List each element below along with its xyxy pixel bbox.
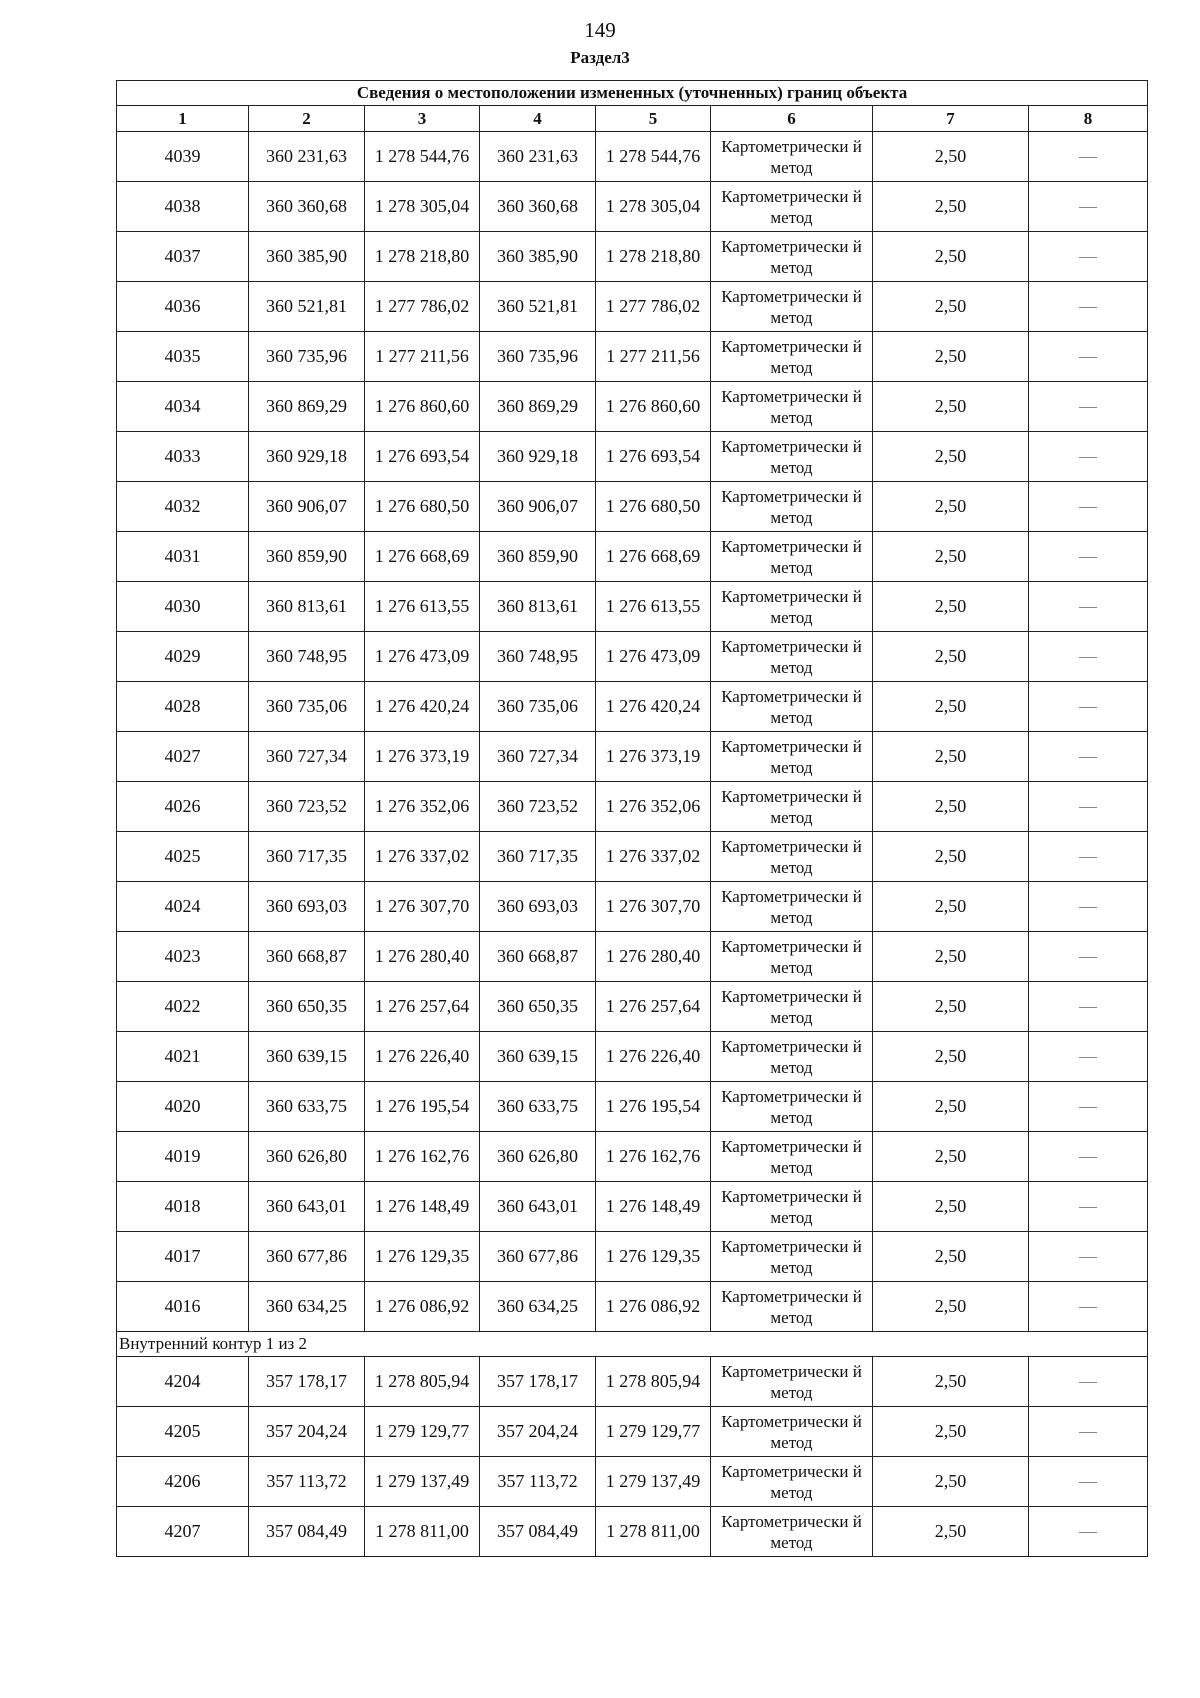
dash-value: —: [1079, 1196, 1098, 1216]
table-cell: 360 360,68: [249, 182, 365, 232]
table-cell: 1 276 860,60: [596, 382, 711, 432]
dash-value: —: [1079, 896, 1098, 916]
method-cell: Картометрически й метод: [711, 282, 873, 332]
dash-value: —: [1079, 1421, 1098, 1441]
dash-cell: [1029, 482, 1148, 532]
table-cell: 357 178,17: [249, 1357, 365, 1407]
column-header: 2: [249, 106, 365, 132]
table-row: [117, 982, 1148, 1032]
point-number-cell: 4206: [117, 1457, 249, 1507]
table-cell: 360 723,52: [249, 782, 365, 832]
point-number-cell: 4024: [117, 882, 249, 932]
point-number-cell: 4039: [117, 132, 249, 182]
table-row: [117, 1407, 1148, 1457]
table-cell: 357 113,72: [249, 1457, 365, 1507]
table-row: [117, 732, 1148, 782]
table-row: [117, 282, 1148, 332]
table-cell: 2,50: [873, 1407, 1029, 1457]
table-row: [117, 1232, 1148, 1282]
method-cell: Картометрически й метод: [711, 1507, 873, 1557]
table-cell: 360 735,06: [249, 682, 365, 732]
method-cell: Картометрически й метод: [711, 182, 873, 232]
table-cell: 1 277 211,56: [365, 332, 480, 382]
table-cell: 1 276 693,54: [365, 432, 480, 482]
table-cell: 1 276 195,54: [365, 1082, 480, 1132]
table-cell: 360 650,35: [480, 982, 596, 1032]
column-header: 3: [365, 106, 480, 132]
point-number-cell: 4033: [117, 432, 249, 482]
table-cell: 360 639,15: [249, 1032, 365, 1082]
table-cell: 2,50: [873, 582, 1029, 632]
dash-cell: [1029, 1407, 1148, 1457]
dash-cell: [1029, 782, 1148, 832]
table-cell: 2,50: [873, 432, 1029, 482]
table-row: [117, 932, 1148, 982]
method-cell: Картометрически й метод: [711, 482, 873, 532]
point-number-cell: 4205: [117, 1407, 249, 1457]
table-cell: 1 276 337,02: [365, 832, 480, 882]
dash-cell: [1029, 282, 1148, 332]
table-row: [117, 1357, 1148, 1407]
table-cell: 360 643,01: [480, 1182, 596, 1232]
point-number-cell: 4017: [117, 1232, 249, 1282]
table-cell: 1 276 257,64: [365, 982, 480, 1032]
table-cell: 360 626,80: [249, 1132, 365, 1182]
dash-value: —: [1079, 1471, 1098, 1491]
method-cell: Картометрически й метод: [711, 332, 873, 382]
table-cell: 360 735,96: [249, 332, 365, 382]
table-cell: 357 178,17: [480, 1357, 596, 1407]
dash-value: —: [1079, 1296, 1098, 1316]
table-row: [117, 1282, 1148, 1332]
table-cell: 360 929,18: [249, 432, 365, 482]
dash-value: —: [1079, 1371, 1098, 1391]
method-cell: Картометрически й метод: [711, 732, 873, 782]
table-cell: 360 650,35: [249, 982, 365, 1032]
table-cell: 2,50: [873, 282, 1029, 332]
table-cell: 1 278 218,80: [365, 232, 480, 282]
dash-cell: [1029, 182, 1148, 232]
table-cell: 360 859,90: [480, 532, 596, 582]
page-number: 149: [584, 18, 616, 42]
table-row: [117, 232, 1148, 282]
column-header: 8: [1029, 106, 1148, 132]
dash-value: —: [1079, 1521, 1098, 1541]
method-cell: Картометрически й метод: [711, 232, 873, 282]
table-cell: 360 813,61: [480, 582, 596, 632]
table-cell: 1 276 680,50: [365, 482, 480, 532]
table-row: [117, 1032, 1148, 1082]
table-cell: 360 385,90: [480, 232, 596, 282]
table-cell: 360 717,35: [249, 832, 365, 882]
table-cell: 360 748,95: [249, 632, 365, 682]
dash-value: —: [1079, 946, 1098, 966]
table-cell: 1 276 226,40: [596, 1032, 711, 1082]
point-number-cell: 4204: [117, 1357, 249, 1407]
table-cell: 1 278 811,00: [365, 1507, 480, 1557]
table-cell: 2,50: [873, 682, 1029, 732]
table-cell: 1 276 613,55: [365, 582, 480, 632]
table-cell: 1 276 860,60: [365, 382, 480, 432]
table-row: [117, 482, 1148, 532]
table-row: [117, 382, 1148, 432]
table-cell: 2,50: [873, 1032, 1029, 1082]
point-number-cell: 4035: [117, 332, 249, 382]
table-cell: 360 717,35: [480, 832, 596, 882]
dash-value: —: [1079, 846, 1098, 866]
table-cell: 360 906,07: [249, 482, 365, 532]
table-title: Сведения о местоположении измененных (уточненных) границ объекта: [117, 81, 1148, 106]
table-row: [117, 782, 1148, 832]
column-header: 1: [117, 106, 249, 132]
point-number-cell: 4034: [117, 382, 249, 432]
dash-value: —: [1079, 1246, 1098, 1266]
table-cell: 360 677,86: [249, 1232, 365, 1282]
method-cell: Картометрически й метод: [711, 1282, 873, 1332]
table-cell: 1 276 086,92: [365, 1282, 480, 1332]
table-cell: 2,50: [873, 1132, 1029, 1182]
dash-cell: [1029, 1182, 1148, 1232]
table-cell: 1 276 373,19: [596, 732, 711, 782]
table-cell: 1 278 544,76: [596, 132, 711, 182]
table-cell: 1 278 305,04: [365, 182, 480, 232]
table-row: [117, 632, 1148, 682]
table-cell: 360 521,81: [249, 282, 365, 332]
dash-cell: [1029, 1232, 1148, 1282]
table-cell: 360 869,29: [249, 382, 365, 432]
table-cell: 2,50: [873, 932, 1029, 982]
dash-value: —: [1079, 446, 1098, 466]
method-cell: Картометрически й метод: [711, 682, 873, 732]
point-number-cell: 4022: [117, 982, 249, 1032]
dash-value: —: [1079, 1096, 1098, 1116]
dash-cell: [1029, 632, 1148, 682]
table-cell: 357 204,24: [249, 1407, 365, 1457]
table-cell: 1 277 786,02: [596, 282, 711, 332]
dash-cell: [1029, 832, 1148, 882]
dash-cell: [1029, 532, 1148, 582]
table-cell: 360 643,01: [249, 1182, 365, 1232]
table-cell: 1 276 337,02: [596, 832, 711, 882]
table-cell: 2,50: [873, 1082, 1029, 1132]
point-number-cell: 4026: [117, 782, 249, 832]
table-row: [117, 832, 1148, 882]
table-cell: 2,50: [873, 232, 1029, 282]
table-cell: 360 723,52: [480, 782, 596, 832]
column-header: 7: [873, 106, 1029, 132]
method-cell: Картометрически й метод: [711, 532, 873, 582]
table-cell: 1 276 148,49: [365, 1182, 480, 1232]
column-header: 5: [596, 106, 711, 132]
table-cell: 360 385,90: [249, 232, 365, 282]
method-cell: Картометрически й метод: [711, 382, 873, 432]
dash-value: —: [1079, 996, 1098, 1016]
table-cell: 1 276 352,06: [596, 782, 711, 832]
table-cell: 2,50: [873, 1457, 1029, 1507]
table-cell: 2,50: [873, 182, 1029, 232]
table-row: [117, 1507, 1148, 1557]
table-row: [117, 532, 1148, 582]
table-cell: 1 279 129,77: [596, 1407, 711, 1457]
dash-value: —: [1079, 596, 1098, 616]
table-cell: 1 278 811,00: [596, 1507, 711, 1557]
table-cell: 360 735,06: [480, 682, 596, 732]
method-cell: Картометрически й метод: [711, 1182, 873, 1232]
dash-cell: [1029, 432, 1148, 482]
table-cell: 360 869,29: [480, 382, 596, 432]
table-cell: 1 278 805,94: [596, 1357, 711, 1407]
table-cell: 1 276 195,54: [596, 1082, 711, 1132]
table-cell: 357 084,49: [249, 1507, 365, 1557]
table-cell: 360 668,87: [249, 932, 365, 982]
dash-value: —: [1079, 646, 1098, 666]
point-number-cell: 4019: [117, 1132, 249, 1182]
table-cell: 1 278 305,04: [596, 182, 711, 232]
table-cell: 360 693,03: [249, 882, 365, 932]
table-cell: 1 279 129,77: [365, 1407, 480, 1457]
table-cell: 1 276 352,06: [365, 782, 480, 832]
table-cell: 2,50: [873, 1232, 1029, 1282]
table-cell: 2,50: [873, 1507, 1029, 1557]
table-cell: 1 277 786,02: [365, 282, 480, 332]
dash-value: —: [1079, 1046, 1098, 1066]
table-cell: 1 276 257,64: [596, 982, 711, 1032]
section-title: Раздел3: [570, 48, 630, 67]
point-number-cell: 4036: [117, 282, 249, 332]
table-cell: 1 276 307,70: [596, 882, 711, 932]
table-cell: 1 276 086,92: [596, 1282, 711, 1332]
table-cell: 360 634,25: [480, 1282, 596, 1332]
table-cell: 360 633,75: [249, 1082, 365, 1132]
point-number-cell: 4029: [117, 632, 249, 682]
dash-value: —: [1079, 246, 1098, 266]
dash-cell: [1029, 382, 1148, 432]
table-row: [117, 432, 1148, 482]
method-cell: Картометрически й метод: [711, 1232, 873, 1282]
dash-cell: [1029, 1082, 1148, 1132]
table-cell: 1 276 668,69: [365, 532, 480, 582]
table-cell: 2,50: [873, 532, 1029, 582]
method-cell: Картометрически й метод: [711, 882, 873, 932]
table-row: [117, 1457, 1148, 1507]
point-number-cell: 4025: [117, 832, 249, 882]
point-number-cell: 4037: [117, 232, 249, 282]
point-number-cell: 4020: [117, 1082, 249, 1132]
table-cell: 1 276 680,50: [596, 482, 711, 532]
table-cell: 360 360,68: [480, 182, 596, 232]
table-cell: 1 276 613,55: [596, 582, 711, 632]
table-cell: 360 727,34: [480, 732, 596, 782]
boundary-table: [116, 80, 1148, 1557]
table-cell: 1 277 211,56: [596, 332, 711, 382]
dash-cell: [1029, 332, 1148, 382]
table-cell: 360 668,87: [480, 932, 596, 982]
table-cell: 1 276 129,35: [596, 1232, 711, 1282]
method-cell: Картометрически й метод: [711, 1032, 873, 1082]
dash-value: —: [1079, 296, 1098, 316]
table-cell: 1 276 307,70: [365, 882, 480, 932]
dash-cell: [1029, 1357, 1148, 1407]
table-cell: 360 677,86: [480, 1232, 596, 1282]
column-header: 6: [711, 106, 873, 132]
dash-cell: [1029, 982, 1148, 1032]
table-cell: 2,50: [873, 1282, 1029, 1332]
method-cell: Картометрически й метод: [711, 132, 873, 182]
table-cell: 360 639,15: [480, 1032, 596, 1082]
table-cell: 2,50: [873, 1357, 1029, 1407]
dash-value: —: [1079, 696, 1098, 716]
table-title-row: [117, 81, 1148, 106]
table-cell: 360 231,63: [249, 132, 365, 182]
point-number-cell: 4023: [117, 932, 249, 982]
table-cell: 1 276 473,09: [596, 632, 711, 682]
table-row: [117, 882, 1148, 932]
point-number-cell: 4018: [117, 1182, 249, 1232]
table-row: [117, 682, 1148, 732]
table-cell: 1 276 162,76: [365, 1132, 480, 1182]
table-cell: 1 276 129,35: [365, 1232, 480, 1282]
table-cell: 2,50: [873, 482, 1029, 532]
table-cell: 2,50: [873, 782, 1029, 832]
dash-cell: [1029, 1282, 1148, 1332]
point-number-cell: 4038: [117, 182, 249, 232]
method-cell: Картометрически й метод: [711, 1407, 873, 1457]
dash-cell: [1029, 1457, 1148, 1507]
table-cell: 360 633,75: [480, 1082, 596, 1132]
dash-cell: [1029, 132, 1148, 182]
dash-cell: [1029, 1507, 1148, 1557]
method-cell: Картометрически й метод: [711, 1082, 873, 1132]
table-cell: 360 906,07: [480, 482, 596, 532]
table-row: [117, 1182, 1148, 1232]
dash-cell: [1029, 1032, 1148, 1082]
table-cell: 1 276 693,54: [596, 432, 711, 482]
table-cell: 360 813,61: [249, 582, 365, 632]
table-cell: 1 278 805,94: [365, 1357, 480, 1407]
method-cell: Картометрически й метод: [711, 832, 873, 882]
table-cell: 1 279 137,49: [365, 1457, 480, 1507]
table-cell: 1 276 420,24: [365, 682, 480, 732]
method-cell: Картометрически й метод: [711, 432, 873, 482]
table-cell: 360 693,03: [480, 882, 596, 932]
table-cell: 1 276 373,19: [365, 732, 480, 782]
table-cell: 360 748,95: [480, 632, 596, 682]
dash-value: —: [1079, 796, 1098, 816]
column-header: 4: [480, 106, 596, 132]
table-cell: 357 113,72: [480, 1457, 596, 1507]
table-cell: 357 084,49: [480, 1507, 596, 1557]
dash-cell: [1029, 882, 1148, 932]
table-cell: 1 278 218,80: [596, 232, 711, 282]
method-cell: Картометрически й метод: [711, 982, 873, 1032]
table-cell: 1 276 162,76: [596, 1132, 711, 1182]
method-cell: Картометрически й метод: [711, 782, 873, 832]
point-number-cell: 4016: [117, 1282, 249, 1332]
dash-cell: [1029, 932, 1148, 982]
method-cell: Картометрически й метод: [711, 1132, 873, 1182]
table-cell: 2,50: [873, 132, 1029, 182]
table-cell: 1 276 280,40: [596, 932, 711, 982]
table-cell: 2,50: [873, 332, 1029, 382]
dash-cell: [1029, 682, 1148, 732]
table-cell: 1 276 668,69: [596, 532, 711, 582]
table-cell: 360 521,81: [480, 282, 596, 332]
dash-cell: [1029, 1132, 1148, 1182]
table-cell: 2,50: [873, 632, 1029, 682]
dash-cell: [1029, 582, 1148, 632]
dash-value: —: [1079, 196, 1098, 216]
point-number-cell: 4027: [117, 732, 249, 782]
table-cell: 360 859,90: [249, 532, 365, 582]
table-cell: 2,50: [873, 732, 1029, 782]
dash-cell: [1029, 732, 1148, 782]
table-cell: 2,50: [873, 382, 1029, 432]
point-number-cell: 4021: [117, 1032, 249, 1082]
contour-label-row: [117, 1332, 1148, 1357]
point-number-cell: 4032: [117, 482, 249, 532]
dash-value: —: [1079, 546, 1098, 566]
table-cell: 1 276 420,24: [596, 682, 711, 732]
table-cell: 1 276 280,40: [365, 932, 480, 982]
contour-label: Внутренний контур 1 из 2: [117, 1332, 1148, 1357]
point-number-cell: 4031: [117, 532, 249, 582]
dash-value: —: [1079, 146, 1098, 166]
point-number-cell: 4030: [117, 582, 249, 632]
table-cell: 357 204,24: [480, 1407, 596, 1457]
table-row: [117, 332, 1148, 382]
table-cell: 360 634,25: [249, 1282, 365, 1332]
table-cell: 2,50: [873, 1182, 1029, 1232]
method-cell: Картометрически й метод: [711, 1457, 873, 1507]
table-row: [117, 132, 1148, 182]
table-body: [117, 81, 1148, 1557]
column-header-row: [117, 106, 1148, 132]
table-cell: 360 929,18: [480, 432, 596, 482]
table-cell: 1 276 473,09: [365, 632, 480, 682]
point-number-cell: 4207: [117, 1507, 249, 1557]
table-cell: 360 727,34: [249, 732, 365, 782]
method-cell: Картометрически й метод: [711, 1357, 873, 1407]
method-cell: Картометрически й метод: [711, 632, 873, 682]
table-cell: 360 626,80: [480, 1132, 596, 1182]
table-cell: 1 278 544,76: [365, 132, 480, 182]
dash-cell: [1029, 232, 1148, 282]
table-cell: 2,50: [873, 982, 1029, 1032]
dash-value: —: [1079, 396, 1098, 416]
table-row: [117, 582, 1148, 632]
table-cell: 1 276 148,49: [596, 1182, 711, 1232]
table-cell: 1 276 226,40: [365, 1032, 480, 1082]
dash-value: —: [1079, 746, 1098, 766]
table-row: [117, 1132, 1148, 1182]
method-cell: Картометрически й метод: [711, 582, 873, 632]
table-cell: 360 231,63: [480, 132, 596, 182]
method-cell: Картометрически й метод: [711, 932, 873, 982]
table-row: [117, 182, 1148, 232]
table-cell: 1 279 137,49: [596, 1457, 711, 1507]
table-cell: 2,50: [873, 832, 1029, 882]
table-cell: 360 735,96: [480, 332, 596, 382]
dash-value: —: [1079, 346, 1098, 366]
dash-value: —: [1079, 1146, 1098, 1166]
point-number-cell: 4028: [117, 682, 249, 732]
dash-value: —: [1079, 496, 1098, 516]
table-cell: 2,50: [873, 882, 1029, 932]
table-row: [117, 1082, 1148, 1132]
